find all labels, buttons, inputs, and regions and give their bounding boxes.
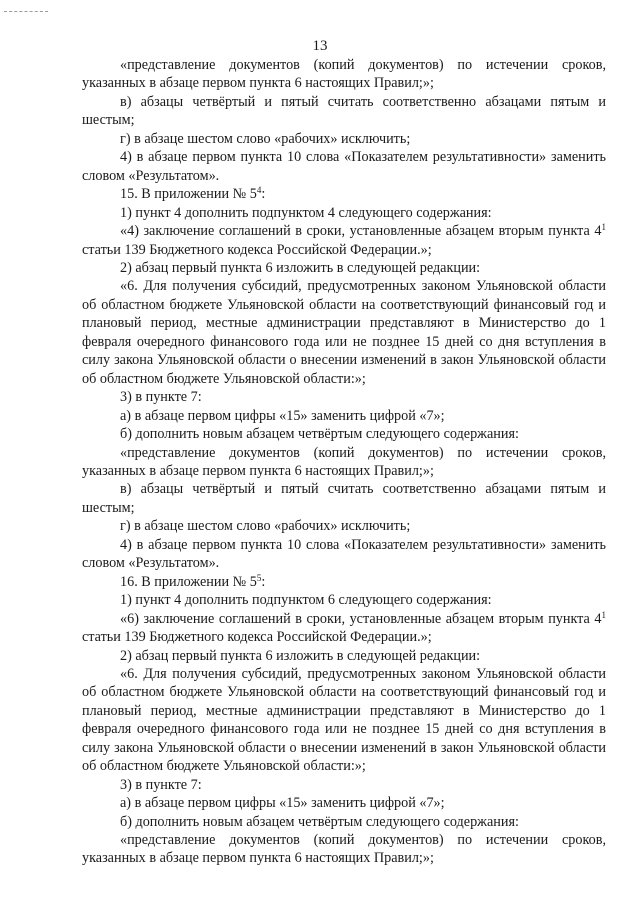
- superscript-index: 5: [256, 572, 262, 583]
- paragraph: [82, 204, 606, 222]
- paragraph: [82, 776, 606, 794]
- paragraph: [82, 665, 606, 776]
- paragraph: [82, 407, 606, 425]
- paragraph-text-continued: :: [261, 186, 266, 203]
- paragraph-text: 4) в абзаце первом пункта 10 слова «Показателем результативности» заменить словом «Результатом».: [82, 149, 606, 184]
- paragraph: [82, 831, 606, 868]
- paragraph-text: «6. Для получения субсидий, предусмотренных законом Ульяновской области об областном бюджете Ульяновской области на соответствующий финансовый год и плановый период, местные администрации представляют в Министерство до 1 февраля очередного финансового года или не позднее 15 дней со дня вступления в силу закона Ульяновской области о внесении изменений в закон Ульяновской области об областном бюджете Ульяновской области:»;: [82, 278, 606, 387]
- paragraph-text: в) абзацы четвёртый и пятый считать соответственно абзацами пятым и шестым;: [82, 93, 606, 129]
- paragraph-text: б) дополнить новым абзацем четвёртым следующего содержания:: [120, 426, 519, 443]
- superscript-index: 1: [601, 222, 606, 233]
- paragraph-text: г) в абзаце шестом слово «рабочих» исключить;: [120, 130, 411, 147]
- paragraph-text-continued: статьи 139 Бюджетного кодекса Российской Федерации.»;: [82, 629, 432, 646]
- paragraph: [82, 480, 606, 517]
- paragraph-text: в) абзацы четвёртый и пятый считать соответственно абзацами пятым и шестым;: [82, 481, 606, 516]
- superscript-index: 4: [256, 185, 262, 196]
- paragraph: [82, 185, 606, 203]
- paragraph-text: 2) абзац первый пункта 6 изложить в следующей редакции:: [120, 647, 481, 664]
- paragraph-text-continued: статьи 139 Бюджетного кодекса Российской Федерации.»;: [82, 241, 432, 258]
- paragraph-text: 2) абзац первый пункта 6 изложить в следующей редакции:: [120, 259, 481, 276]
- paragraph-text: 1) пункт 4 дополнить подпунктом 4 следующего содержания:: [120, 204, 492, 221]
- paragraph-text: а) в абзаце первом цифры «15» заменить цифрой «7»;: [120, 407, 445, 424]
- paragraph: [82, 573, 606, 591]
- paragraph: [82, 517, 606, 535]
- scan-artifact-line: [4, 11, 48, 12]
- superscript-index: 1: [601, 609, 606, 620]
- paragraph: [82, 56, 606, 93]
- paragraph: [82, 277, 606, 388]
- paragraph: [82, 794, 606, 812]
- paragraph: [82, 813, 606, 831]
- paragraph-text: 1) пункт 4 дополнить подпунктом 6 следующего содержания:: [120, 592, 492, 609]
- page-number: 13: [312, 38, 328, 54]
- paragraph-text: 16. В приложении № 5: [120, 573, 257, 590]
- paragraph-text: «представление документов (копий документов) по истечении сроков, указанных в абзаце первом пункта 6 настоящих Правил;»;: [82, 57, 606, 92]
- paragraph-text: 15. В приложении № 5: [120, 186, 257, 203]
- paragraph-text: 4) в абзаце первом пункта 10 слова «Показателем результативности» заменить словом «Результатом».: [82, 536, 606, 572]
- paragraph: [82, 444, 606, 481]
- paragraph-text: а) в абзаце первом цифры «15» заменить цифрой «7»;: [120, 795, 445, 812]
- paragraph: [82, 388, 606, 406]
- paragraph-text: «представление документов (копий документов) по истечении сроков, указанных в абзаце первом пункта 6 настоящих Правил;»;: [82, 832, 606, 867]
- paragraph-text: «6) заключение соглашений в сроки, установленные абзацем вторым пункта 4: [120, 610, 602, 627]
- paragraph-text: 3) в пункте 7:: [120, 776, 202, 793]
- paragraph: [82, 259, 606, 277]
- paragraph: [82, 222, 606, 259]
- paragraph-text: «4) заключение соглашений в сроки, установленные абзацем вторым пункта 4: [120, 223, 602, 240]
- paragraph-text-continued: :: [261, 573, 266, 590]
- paragraph-text: б) дополнить новым абзацем четвёртым следующего содержания:: [120, 813, 519, 830]
- paragraph: [82, 591, 606, 609]
- paragraph: [82, 93, 606, 130]
- paragraph-text: «представление документов (копий документов) по истечении сроков, указанных в абзаце первом пункта 6 настоящих Правил;»;: [82, 444, 606, 479]
- paragraph-text: 3) в пункте 7:: [120, 389, 202, 406]
- paragraph: [82, 536, 606, 573]
- paragraph: [82, 647, 606, 665]
- paragraph: [82, 130, 606, 148]
- paragraph: [82, 610, 606, 647]
- paragraph-text: г) в абзаце шестом слово «рабочих» исключить;: [120, 518, 411, 535]
- document-body: [82, 56, 606, 868]
- paragraph: [82, 425, 606, 443]
- paragraph-text: «6. Для получения субсидий, предусмотренных законом Ульяновской области об областном бюджете Ульяновской области на соответствующий финансовый год и плановый период, местные администрации представляют в Министерство до 1 февраля очередного финансового года или не позднее 15 дней со дня вступления в силу закона Ульяновской области о внесении изменений в закон Ульяновской области об областном бюджете Ульяновской области:»;: [82, 665, 606, 775]
- paragraph: [82, 148, 606, 185]
